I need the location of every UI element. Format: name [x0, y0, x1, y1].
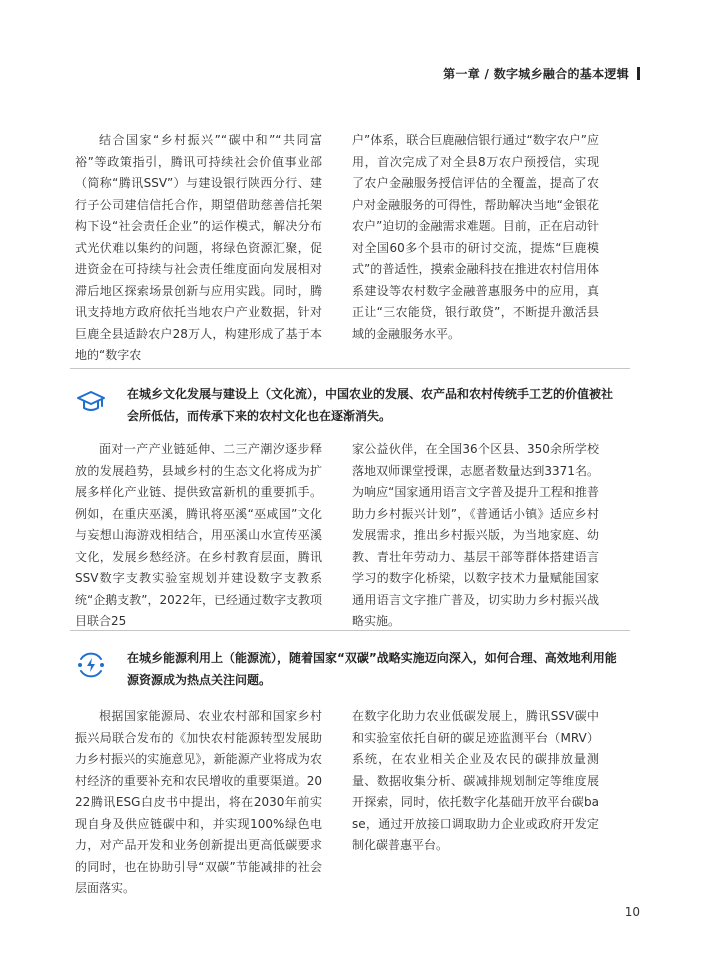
- callout-text: 在城乡能源利用上（能源流），随着国家“双碳”战略实施迈向深入，如何合理、高效地利用能源资源成为热点关注问题。: [127, 651, 617, 687]
- section-2-left-column: [75, 439, 322, 633]
- energy-flow-icon: [75, 649, 107, 681]
- section-2: [75, 439, 599, 633]
- paragraph: 结合国家“乡村振兴”“碳中和”“共同富裕”等政策指引，腾讯可持续社会价值事业部（简称“腾讯SSV”）与建设银行陕西分行、建行子公司建信信托合作，期望借助慈善信托架构下设“社会责任企业”的运作模式，解决分布式光伏难以集约的问题，将绿色资源汇聚，促进资金在可持续与社会责任维度面向发展相对滞后地区探索场景创新与应用实践。同时，腾讯支持地方政府依托当地农户产业数据，针对巨鹿全县适龄农户28万人，构建形成了基于本地的“数字农: [75, 133, 322, 362]
- section-3-right-column: [352, 706, 599, 900]
- divider: [70, 630, 630, 631]
- paragraph: 面对一产产业链延伸、二三产潮汐逐步释放的发展趋势，县域乡村的生态文化将成为扩展多样化产业链、提供致富新机的重要抓手。例如，在重庆巫溪，腾讯将巫溪“巫咸国”文化与妄想山海游戏相结合，用巫溪山水宣传巫溪文化，发展乡愁经济。在乡村教育层面，腾讯SSV数字支教实验室规划并建设数字支教系统“企鹅支教”，2022年，已经通过数字支教项目联合25: [75, 442, 322, 628]
- section-1-left-column: [75, 130, 322, 367]
- header-bar: [637, 67, 640, 80]
- paragraph: 根据国家能源局、农业农村部和国家乡村振兴局联合发布的《加快农村能源转型发展助力乡村振兴的实施意见》，新能源产业将成为农村经济的重要补充和农民增收的重要渠道。2022腾讯ESG白皮书中提出，将在2030年前实现自身及供应链碳中和，并实现100%绿色电力，对产品开发和业务创新提出更高低碳要求的同时，也在协助引导“双碳”节能减排的社会层面落实。: [75, 709, 322, 895]
- section-2-right-column: [352, 439, 599, 633]
- section-1: [75, 130, 599, 367]
- callout-text: 在城乡文化发展与建设上（文化流），中国农业的发展、农产品和农村传统手工艺的价值被社会所低估，而传承下来的农村文化也在逐渐消失。: [127, 387, 614, 423]
- section-3: [75, 706, 599, 900]
- section-3-left-column: [75, 706, 322, 900]
- section-1-right-column: [352, 130, 599, 367]
- chapter-header: [443, 65, 640, 82]
- chapter-title: 第一章 / 数字城乡融合的基本逻辑: [443, 67, 629, 81]
- paragraph: 家公益伙伴，在全国36个区县、350余所学校落地双师课堂授课，志愿者数量达到3371名。为响应“国家通用语言文字普及提升工程和推普助力乡村振兴计划”，《普通话小镇》适应乡村发展需求，推出乡村振兴版，为当地家庭、幼教、青壮年劳动力、基层干部等群体搭建语言学习的数字化桥梁，以数字技术力量赋能国家通用语言文字推广普及，切实助力乡村振兴战略实施。: [352, 442, 599, 628]
- paragraph: 户”体系，联合巨鹿融信银行通过“数字农户”应用，首次完成了对全县8万农户预授信，实现了农户金融服务授信评估的全覆盖，提高了农户对金融服务的可得性，帮助解决当地“金银花农户”迫切的金融需求难题。目前，正在启动针对全国60多个县市的研讨交流，提炼“巨鹿模式”的普适性，摸索金融科技在推进农村信用体系建设等农村数字金融普惠服务中的应用，真正让“三农能贷，银行敢贷”，不断提升激活县域的金融服务水平。: [352, 133, 599, 341]
- paragraph: 在数字化助力农业低碳发展上，腾讯SSV碳中和实验室依托自研的碳足迹监测平台（MRV）系统，在农业相关企业及农民的碳排放量测量、数据收集分析、碳减排规划制定等维度展开探索，同时，依托数字化基础开放平台碳base，通过开放接口调取助力企业或政府开发定制化碳普惠平台。: [352, 709, 599, 852]
- callout-culture: [75, 383, 617, 427]
- callout-energy: [75, 647, 617, 691]
- graduation-cap-icon: [75, 385, 107, 417]
- divider: [70, 368, 630, 369]
- page-number: 10: [624, 905, 640, 919]
